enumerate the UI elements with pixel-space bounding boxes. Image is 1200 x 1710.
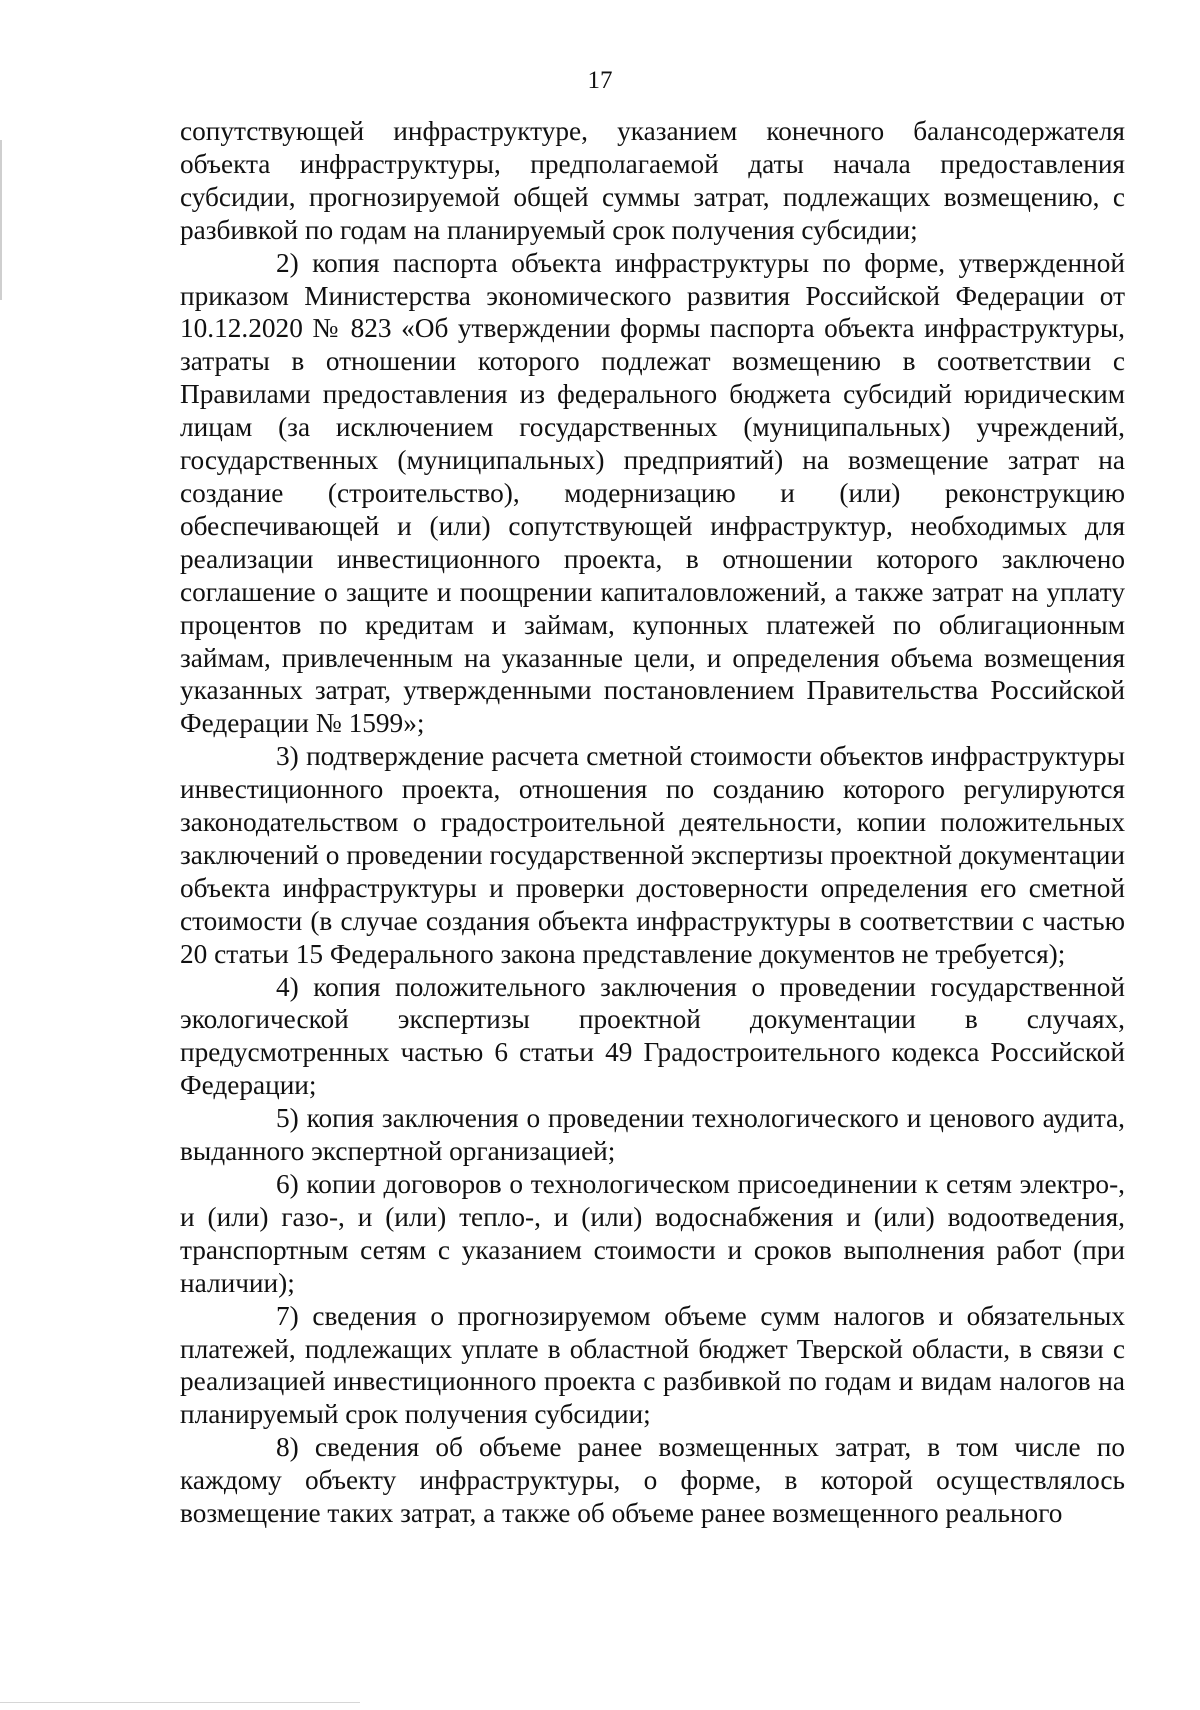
scan-bottom-rule — [0, 1702, 360, 1703]
paragraph-continuation: сопутствующей инфраструктуре, указанием конечного балансодержателя объекта инфраструктуры, предполагаемой даты начала предоставления субсидии, прогнозируемой общей суммы затрат, подлежащих возмещению, с разбивкой по годам на планируемый срок получения субсидии; — [180, 116, 1125, 245]
scan-edge-line — [0, 140, 2, 300]
paragraph-item-2: 2) копия паспорта объекта инфраструктуры по форме, утвержденной приказом Министерства экономического развития Российской Федерации от 10.12.2020 № 823 «Об утверждении формы паспорта объекта инфраструктуры, затраты в отношении которого подлежат возмещению в соответствии с Правилами предоставления из федерального бюджета субсидий юридическим лицам (за исключением государственных (муниципальных) учреждений, государственных (муниципальных) предприятий) на возмещение затрат на создание (строительство), модернизацию и (или) реконструкцию обеспечивающей и (или) сопутствующей инфраструктур, необходимых для реализации инвестиционного проекта, в отношении которого заключено соглашение о защите и поощрении капиталовложений, а также затрат на уплату процентов по кредитам и займам, купонных платежей по облигационным займам, привлеченным на указанные цели, и определения объема возмещения указанных затрат, утвержденными постановлением Правительства Российской Федерации № 1599»; — [180, 247, 1125, 739]
paragraph-item-7: 7) сведения о прогнозируемом объеме сумм налогов и обязательных платежей, подлежащих уплате в областной бюджет Тверской области, в связи с реализацией инвестиционного проекта с разбивкой по годам и видам налогов на планируемый срок получения субсидии; — [180, 1300, 1125, 1430]
page-number: 17 — [587, 67, 613, 94]
paragraph-item-6: 6) копии договоров о технологическом присоединении к сетям электро-, и (или) газо-, и (или) тепло-, и (или) водоснабжения и (или) водоотведения, транспортным сетям с указанием стоимости и сроков выполнения работ (при наличии); — [180, 1169, 1125, 1298]
paragraph-item-8: 8) сведения об объеме ранее возмещенных затрат, в том числе по каждому объекту инфраструктуры, о форме, в которой осуществлялось возмещение таких затрат, а также об объеме ранее возмещенного реального — [180, 1432, 1125, 1529]
document-body — [180, 115, 1125, 1530]
paragraph-item-3: 3) подтверждение расчета сметной стоимости объектов инфраструктуры инвестиционного проекта, отношения по созданию которого регулируются законодательством о градостроительной деятельности, копии положительных заключений о проведении государственной экспертизы проектной документации объекта инфраструктуры и проверки достоверности определения его сметной стоимости (в случае создания объекта инфраструктуры в соответствии с частью 20 статьи 15 Федерального закона представление документов не требуется); — [180, 741, 1125, 969]
paragraph-item-5: 5) копия заключения о проведении технологического и ценового аудита, выданного экспертной организацией; — [180, 1103, 1125, 1167]
paragraph-item-4: 4) копия положительного заключения о проведении государственной экологической экспертизы проектной документации в случаях, предусмотренных частью 6 статьи 49 Градостроительного кодекса Российской Федерации; — [180, 971, 1125, 1101]
